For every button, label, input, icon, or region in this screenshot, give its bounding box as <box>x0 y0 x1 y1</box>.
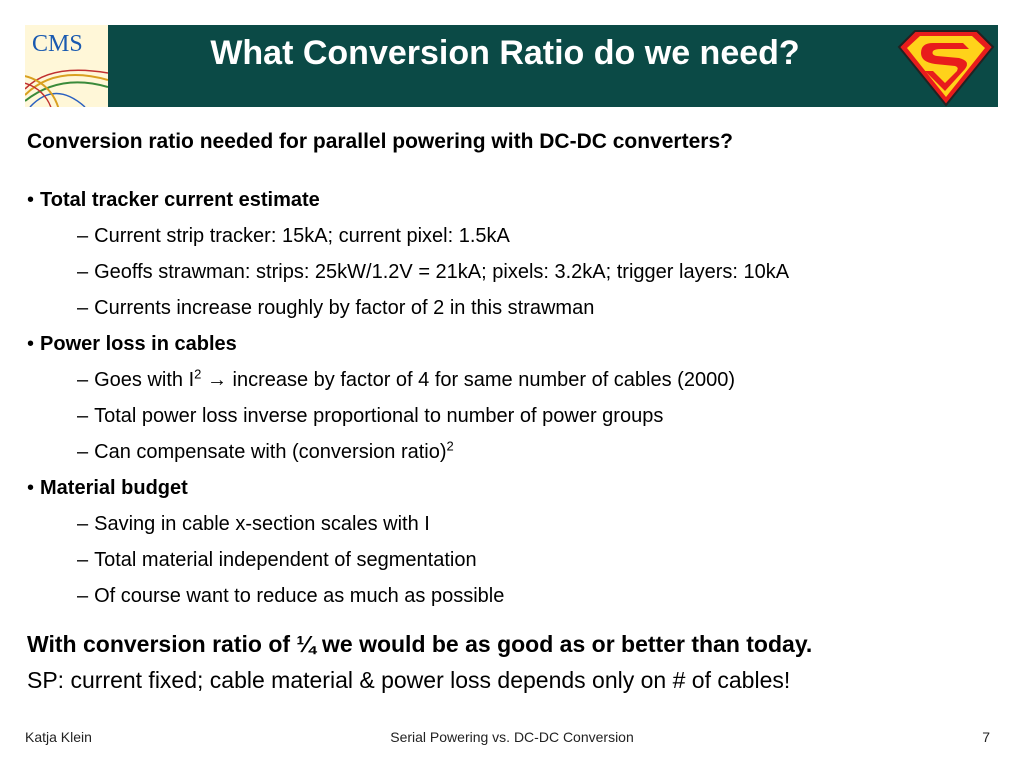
page-title: What Conversion Ratio do we need? <box>210 34 800 72</box>
footer-title: Serial Powering vs. DC-DC Conversion <box>390 729 634 745</box>
bullet-heading: • Total tracker current estimate <box>27 189 320 211</box>
sub-bullet: – Current strip tracker: 15kA; current pixel: 1.5kA <box>77 225 510 247</box>
superman-shield-icon <box>893 25 998 107</box>
page-number: 7 <box>982 729 990 745</box>
sub-bullet: – Total power loss inverse proportional to number of power groups <box>77 405 664 427</box>
sub-bullet: – Geoffs strawman: strips: 25kW/1.2V = 21kA; pixels: 3.2kA; trigger layers: 10kA <box>77 261 790 283</box>
slide-subtitle: Conversion ratio needed for parallel powering with DC-DC converters? <box>27 130 733 153</box>
sub-bullet: – Of course want to reduce as much as possible <box>77 585 505 607</box>
sub-bullet: – Saving in cable x-section scales with I <box>77 513 430 535</box>
conclusion-text: SP: current fixed; cable material & power loss depends only on # of cables! <box>27 667 791 693</box>
sub-bullet: – Can compensate with (conversion ratio)$^2$ <box>77 438 454 463</box>
bullet-heading: • Material budget <box>27 477 188 499</box>
sub-bullet: – Total material independent of segmentation <box>77 549 477 571</box>
cms-logo-text: CMS <box>32 31 83 57</box>
conclusion-bold: With conversion ratio of ¼ we would be as good as or better than today. <box>27 631 813 657</box>
sub-bullet: – Goes with $I^2$ → increase by factor of 4 for same number of cables (2000) <box>77 366 735 391</box>
bullet-list <box>27 186 1002 618</box>
cms-logo <box>25 25 108 107</box>
bullet-heading: • Power loss in cables <box>27 333 237 355</box>
sub-bullet: – Currents increase roughly by factor of 2 in this strawman <box>77 297 595 319</box>
footer-author: Katja Klein <box>25 729 92 745</box>
